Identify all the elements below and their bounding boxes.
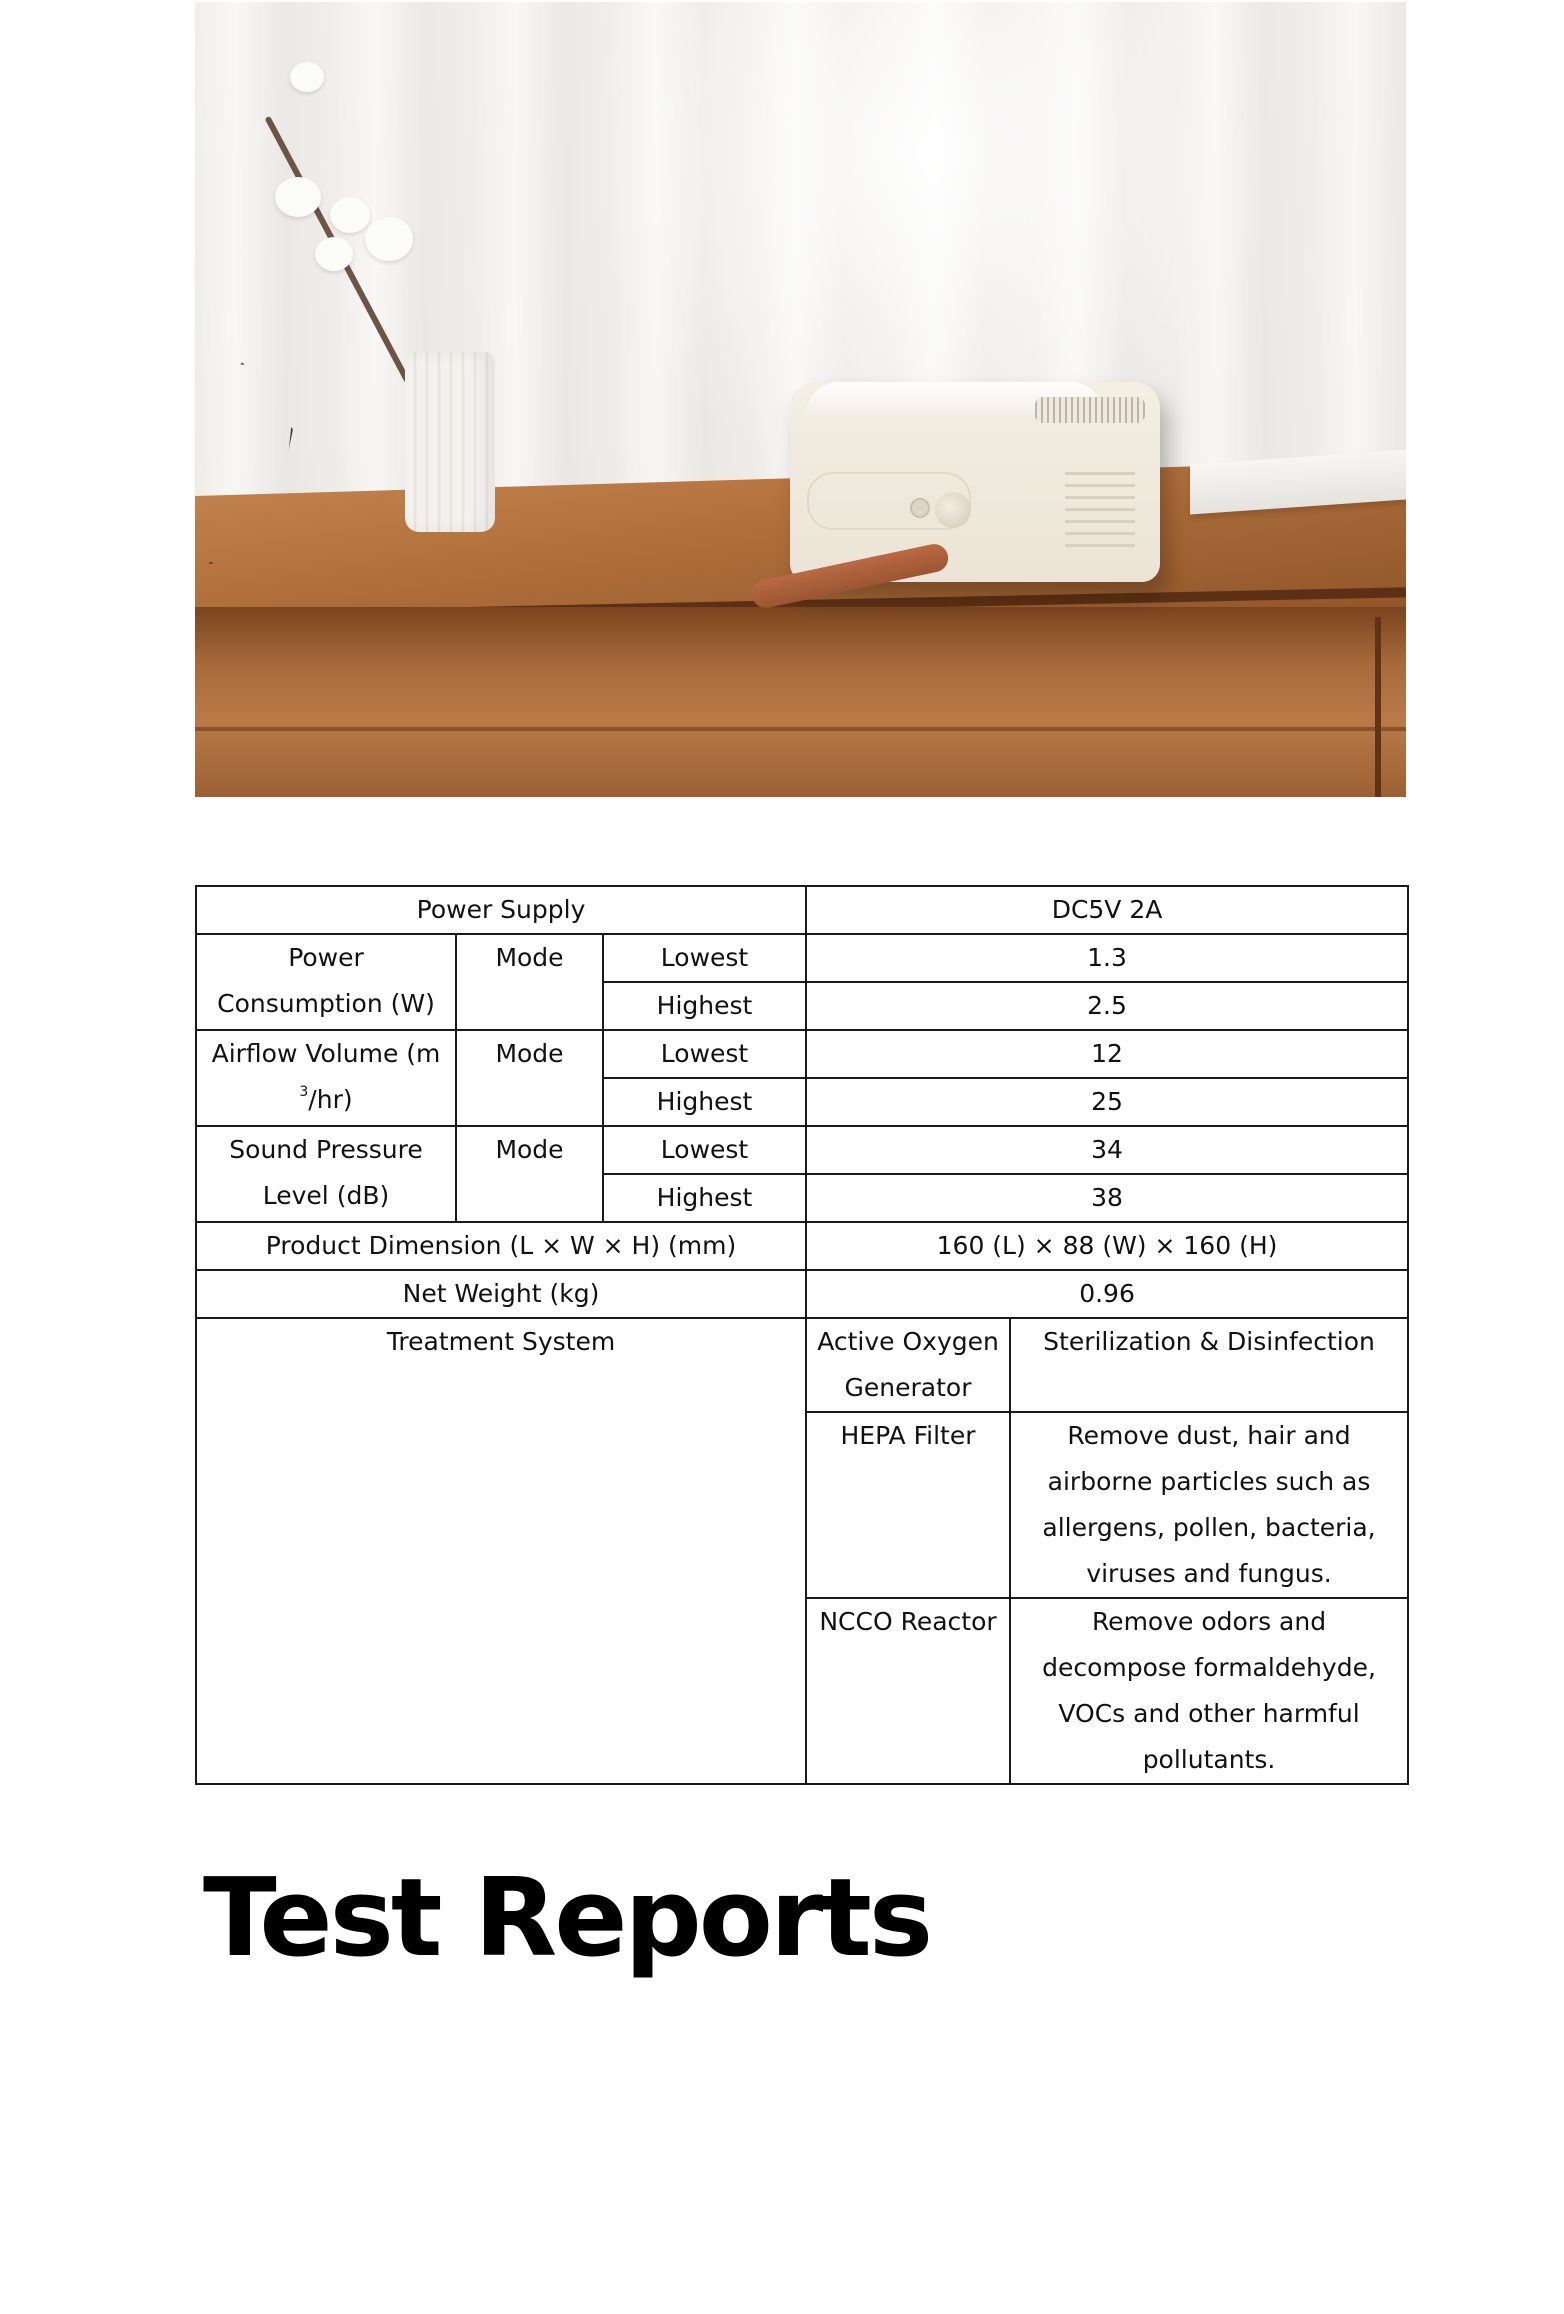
power-consumption-lowest-label: Lowest	[603, 934, 806, 982]
power-supply-value: DC5V 2A	[806, 886, 1408, 934]
section-heading: Test Reports	[203, 1856, 931, 1981]
net-weight-label: Net Weight (kg)	[196, 1270, 806, 1318]
net-weight-value: 0.96	[806, 1270, 1408, 1318]
power-supply-label: Power Supply	[196, 886, 806, 934]
spec-row-airflow-lowest	[196, 1030, 1408, 1078]
vase	[405, 352, 495, 532]
air-purifier-vents	[1065, 472, 1135, 552]
sound-lowest-value: 34	[806, 1126, 1408, 1174]
treatment-item-name: Active Oxygen Generator	[806, 1318, 1010, 1412]
spec-row-net-weight	[196, 1270, 1408, 1318]
power-consumption-highest-value: 2.5	[806, 982, 1408, 1030]
sound-pressure-mode: Mode	[456, 1126, 603, 1222]
airflow-highest-value: 25	[806, 1078, 1408, 1126]
drawer-line	[195, 727, 1406, 731]
treatment-item-description: Remove dust, hair and airborne particles such as allergens, pollen, bacteria, viruses and fungus.	[1010, 1412, 1408, 1598]
treatment-item-description: Remove odors and decompose formaldehyde, VOCs and other harmful pollutants.	[1010, 1598, 1408, 1784]
treatment-system-label: Treatment System	[196, 1318, 806, 1784]
airflow-lowest-label: Lowest	[603, 1030, 806, 1078]
desk-front	[195, 607, 1406, 797]
sound-pressure-label: Sound Pressure Level (dB)	[196, 1126, 456, 1222]
power-button-icon	[910, 498, 930, 518]
power-consumption-mode: Mode	[456, 934, 603, 1030]
cotton-boll	[290, 62, 324, 92]
product-photo	[195, 2, 1406, 797]
cotton-boll	[315, 237, 353, 271]
sound-lowest-label: Lowest	[603, 1126, 806, 1174]
sound-highest-label: Highest	[603, 1174, 806, 1222]
dimension-value: 160 (L) × 88 (W) × 160 (H)	[806, 1222, 1408, 1270]
cotton-boll	[275, 177, 321, 217]
power-consumption-lowest-value: 1.3	[806, 934, 1408, 982]
desk-seam	[1375, 617, 1381, 797]
spec-row-treatment-1	[196, 1318, 1408, 1412]
airflow-highest-label: Highest	[603, 1078, 806, 1126]
airflow-mode: Mode	[456, 1030, 603, 1126]
spec-row-power-supply	[196, 886, 1408, 934]
spec-row-power-consumption-lowest	[196, 934, 1408, 982]
airflow-label-pre: Airflow Volume (m	[211, 1039, 441, 1068]
power-consumption-highest-label: Highest	[603, 982, 806, 1030]
treatment-item-name: NCCO Reactor	[806, 1598, 1010, 1784]
treatment-item-description: Sterilization & Disinfection	[1010, 1318, 1408, 1412]
spec-table	[195, 885, 1409, 1785]
air-purifier-grille	[1035, 397, 1145, 423]
sound-highest-value: 38	[806, 1174, 1408, 1222]
dimension-label: Product Dimension (L × W × H) (mm)	[196, 1222, 806, 1270]
airflow-volume-label	[196, 1030, 456, 1126]
spec-row-dimension	[196, 1222, 1408, 1270]
airflow-label-post: /hr)	[308, 1085, 353, 1114]
spec-row-sound-lowest	[196, 1126, 1408, 1174]
airflow-label-sup: 3	[299, 1084, 309, 1100]
cotton-boll	[330, 197, 370, 233]
power-consumption-label: Power Consumption (W)	[196, 934, 456, 1030]
airflow-lowest-value: 12	[806, 1030, 1408, 1078]
cotton-boll	[365, 217, 413, 261]
handle-knob	[935, 492, 971, 528]
treatment-item-name: HEPA Filter	[806, 1412, 1010, 1598]
